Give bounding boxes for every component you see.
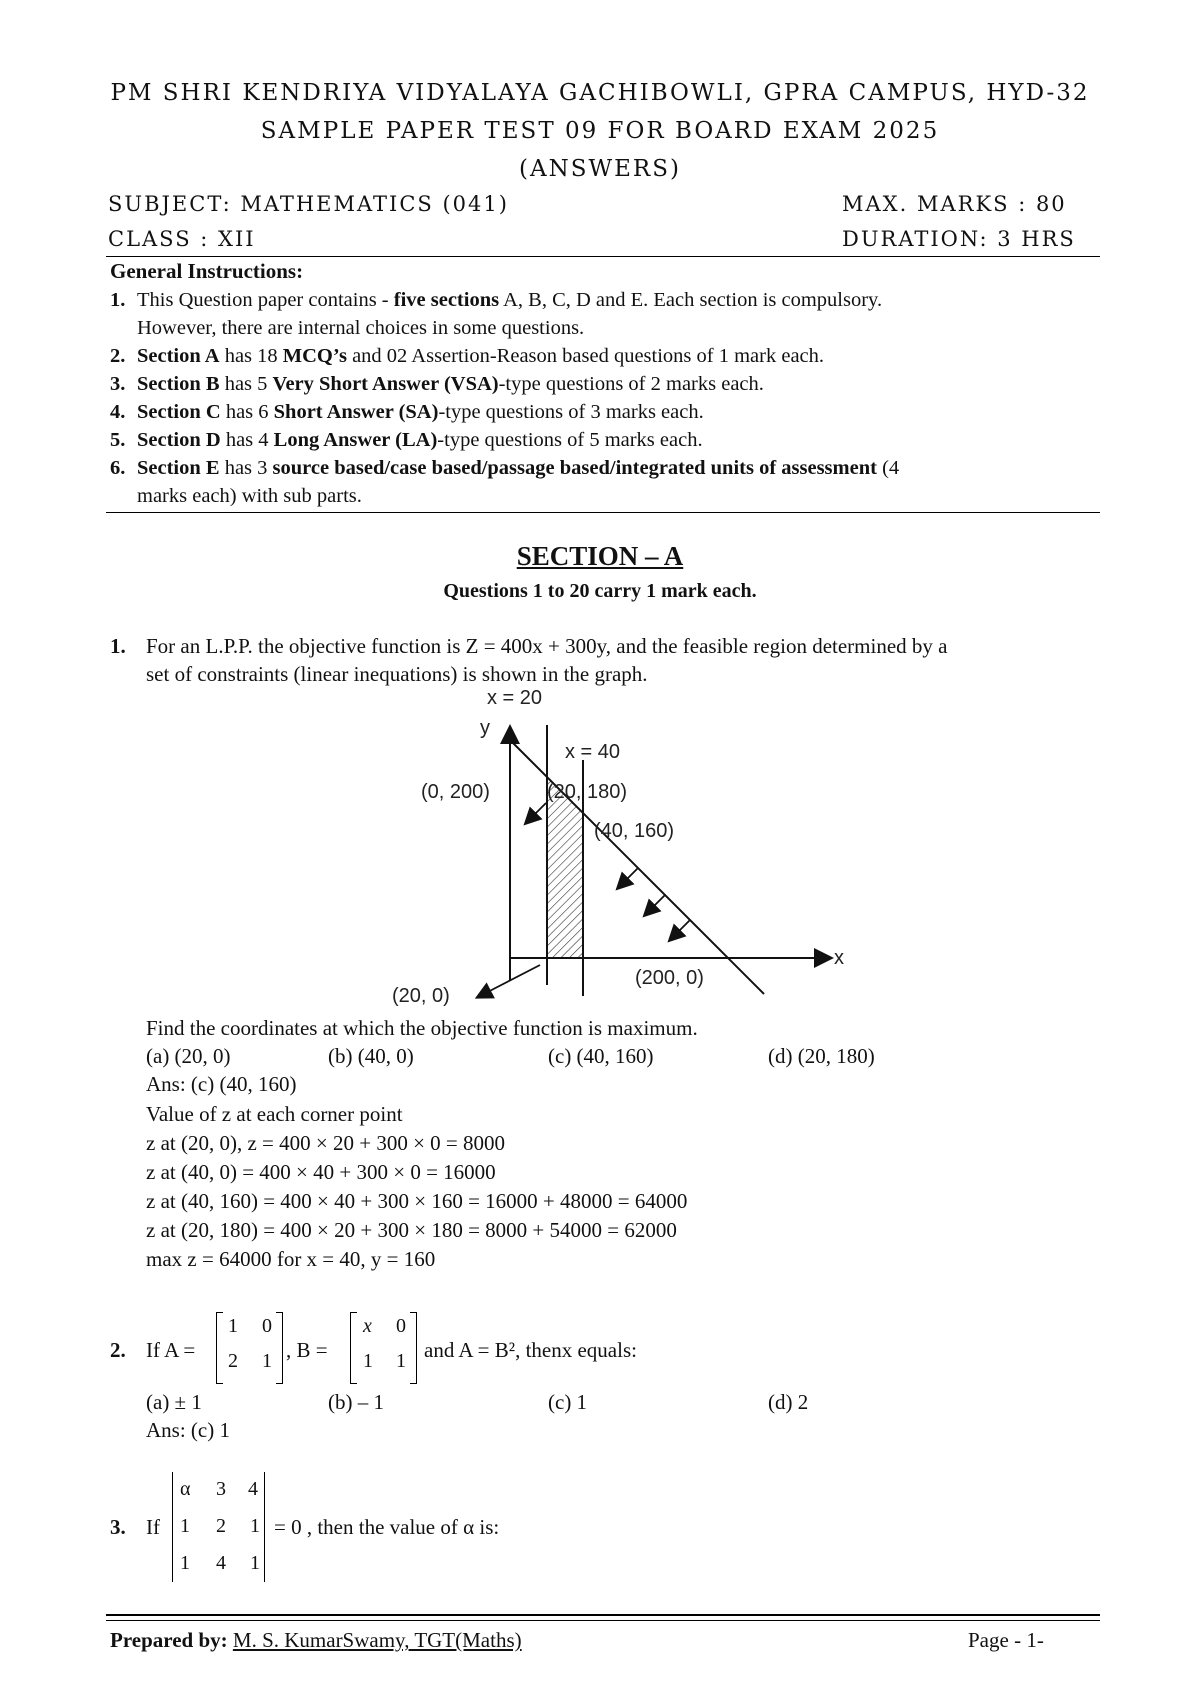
answers-label: (ANSWERS) xyxy=(519,156,681,182)
instructions-list xyxy=(110,286,1100,510)
instruction-item: 6. Section E has 3 source based/case based/passage based/integrated units of assessment (4 xyxy=(110,457,900,479)
option-c: (c) 1 xyxy=(548,1390,588,1414)
working-line: z at (20, 0), z = 400 × 20 + 300 × 0 = 8000 xyxy=(146,1131,505,1155)
label-x: x xyxy=(834,947,844,969)
working-line: max z = 64000 for x = 40, y = 160 xyxy=(146,1247,436,1271)
det-cell: 1 xyxy=(250,1552,260,1574)
det-cell: α xyxy=(180,1478,191,1500)
det-cell: 1 xyxy=(180,1552,190,1574)
matrix-bracket xyxy=(410,1312,417,1384)
determinant-bar xyxy=(172,1472,173,1582)
q3-text: = 0 , then the value of α is: xyxy=(274,1515,500,1539)
page-number: Page - 1- xyxy=(968,1628,1044,1652)
question-number: 3. xyxy=(110,1515,126,1539)
lpp-graph xyxy=(380,680,880,1010)
section-subtitle: Questions 1 to 20 carry 1 mark each. xyxy=(443,580,757,602)
q2-text: and A = B², thenx equals: xyxy=(424,1338,637,1362)
label-40-160: (40, 160) xyxy=(594,820,675,842)
instruction-item: 1. This Question paper contains - five sections A, B, C, D and E. Each section is compulsory. xyxy=(110,289,883,311)
label-0-200: (0, 200) xyxy=(421,781,490,803)
question-find: Find the coordinates at which the objective function is maximum. xyxy=(146,1016,698,1040)
prepared-label: Prepared by: xyxy=(110,1628,228,1652)
working-line: Value of z at each corner point xyxy=(146,1102,403,1126)
answer: Ans: (c) (40, 160) xyxy=(146,1072,297,1096)
det-cell: 1 xyxy=(180,1515,190,1537)
option-d: (d) (20, 180) xyxy=(768,1044,875,1068)
instruction-item: 4. Section C has 6 Short Answer (SA)-type questions of 3 marks each. xyxy=(110,401,704,423)
det-cell: 4 xyxy=(248,1478,258,1500)
label-20-0: (20, 0) xyxy=(392,985,450,1007)
determinant-bar xyxy=(264,1472,265,1582)
class: CLASS : XII xyxy=(108,227,256,251)
det-cell: 2 xyxy=(216,1515,226,1537)
matrix-bracket xyxy=(276,1312,283,1384)
author: M. S. KumarSwamy, TGT(Maths) xyxy=(232,1628,522,1652)
question-text: For an L.P.P. the objective function is Z = 400x + 300y, and the feasible region determined by a xyxy=(146,634,948,658)
duration: DURATION: 3 HRS xyxy=(842,227,1076,251)
question-number: 2. xyxy=(110,1338,126,1362)
arrow xyxy=(526,803,546,823)
matrix-cell: 1 xyxy=(228,1315,238,1337)
max-marks: MAX. MARKS : 80 xyxy=(842,192,1067,216)
working-line: z at (40, 160) = 400 × 40 + 300 × 160 = 16000 + 48000 = 64000 xyxy=(146,1189,688,1213)
label-y: y xyxy=(480,717,490,739)
arrow xyxy=(618,868,638,888)
label-200-0: (200, 0) xyxy=(635,967,704,989)
footer-divider xyxy=(106,1614,1100,1616)
instruction-item: marks each) with sub parts. xyxy=(137,485,362,507)
det-cell: 1 xyxy=(250,1515,260,1537)
matrix-cell: 0 xyxy=(396,1315,406,1337)
answer: Ans: (c) 1 xyxy=(146,1418,230,1442)
question-number: 1. xyxy=(110,634,126,658)
label-x40: x = 40 xyxy=(565,741,621,763)
school-name: PM SHRI KENDRIYA VIDYALAYA GACHIBOWLI, GPRA CAMPUS, HYD-32 xyxy=(110,80,1090,106)
test-title: SAMPLE PAPER TEST 09 FOR BOARD EXAM 2025 xyxy=(260,118,940,144)
option-d: (d) 2 xyxy=(768,1390,809,1414)
arrow xyxy=(645,895,665,915)
option-c: (c) (40, 160) xyxy=(548,1044,654,1068)
instruction-item: 3. Section B has 5 Very Short Answer (VSA)-type questions of 2 marks each. xyxy=(110,373,764,395)
instructions-title: General Instructions: xyxy=(110,259,304,283)
q2-text: , B = xyxy=(286,1338,328,1362)
question-text: set of constraints (linear inequations) is shown in the graph. xyxy=(146,662,648,686)
working-line: z at (40, 0) = 400 × 40 + 300 × 0 = 16000 xyxy=(146,1160,496,1184)
feasible-region xyxy=(547,777,583,958)
det-cell: 4 xyxy=(216,1552,226,1574)
footer-divider xyxy=(106,1620,1100,1621)
option-a: (a) ± 1 xyxy=(146,1390,202,1414)
header-divider xyxy=(106,256,1100,257)
working xyxy=(146,1100,687,1274)
option-b: (b) (40, 0) xyxy=(328,1044,414,1068)
option-a: (a) (20, 0) xyxy=(146,1044,231,1068)
matrix-cell: 0 xyxy=(262,1315,272,1337)
matrix-cell: 1 xyxy=(396,1350,406,1372)
q2-text: If A = xyxy=(146,1338,196,1362)
section-title: SECTION – A xyxy=(516,541,684,571)
matrix-bracket xyxy=(350,1312,357,1384)
footer-prepared xyxy=(110,1628,522,1653)
working-line: z at (20, 180) = 400 × 20 + 300 × 180 = 8000 + 54000 = 62000 xyxy=(146,1218,677,1242)
matrix-cell: 1 xyxy=(363,1350,373,1372)
matrix-bracket xyxy=(216,1312,223,1384)
label-20-180: (20, 180) xyxy=(547,781,628,803)
subject: SUBJECT: MATHEMATICS (041) xyxy=(108,192,509,216)
matrix-cell: x xyxy=(363,1315,372,1337)
label-x20: x = 20 xyxy=(487,687,543,709)
q3-text: If xyxy=(146,1515,160,1539)
det-cell: 3 xyxy=(216,1478,226,1500)
option-b: (b) – 1 xyxy=(328,1390,384,1414)
arrow xyxy=(670,920,690,940)
matrix-cell: 1 xyxy=(262,1350,272,1372)
instruction-item: However, there are internal choices in some questions. xyxy=(137,317,585,339)
instructions-divider xyxy=(106,512,1100,513)
matrix-cell: 2 xyxy=(228,1350,238,1372)
instruction-item: 2. Section A has 18 MCQ’s and 02 Assertion-Reason based questions of 1 mark each. xyxy=(110,345,825,367)
instruction-item: 5. Section D has 4 Long Answer (LA)-type questions of 5 marks each. xyxy=(110,429,703,451)
